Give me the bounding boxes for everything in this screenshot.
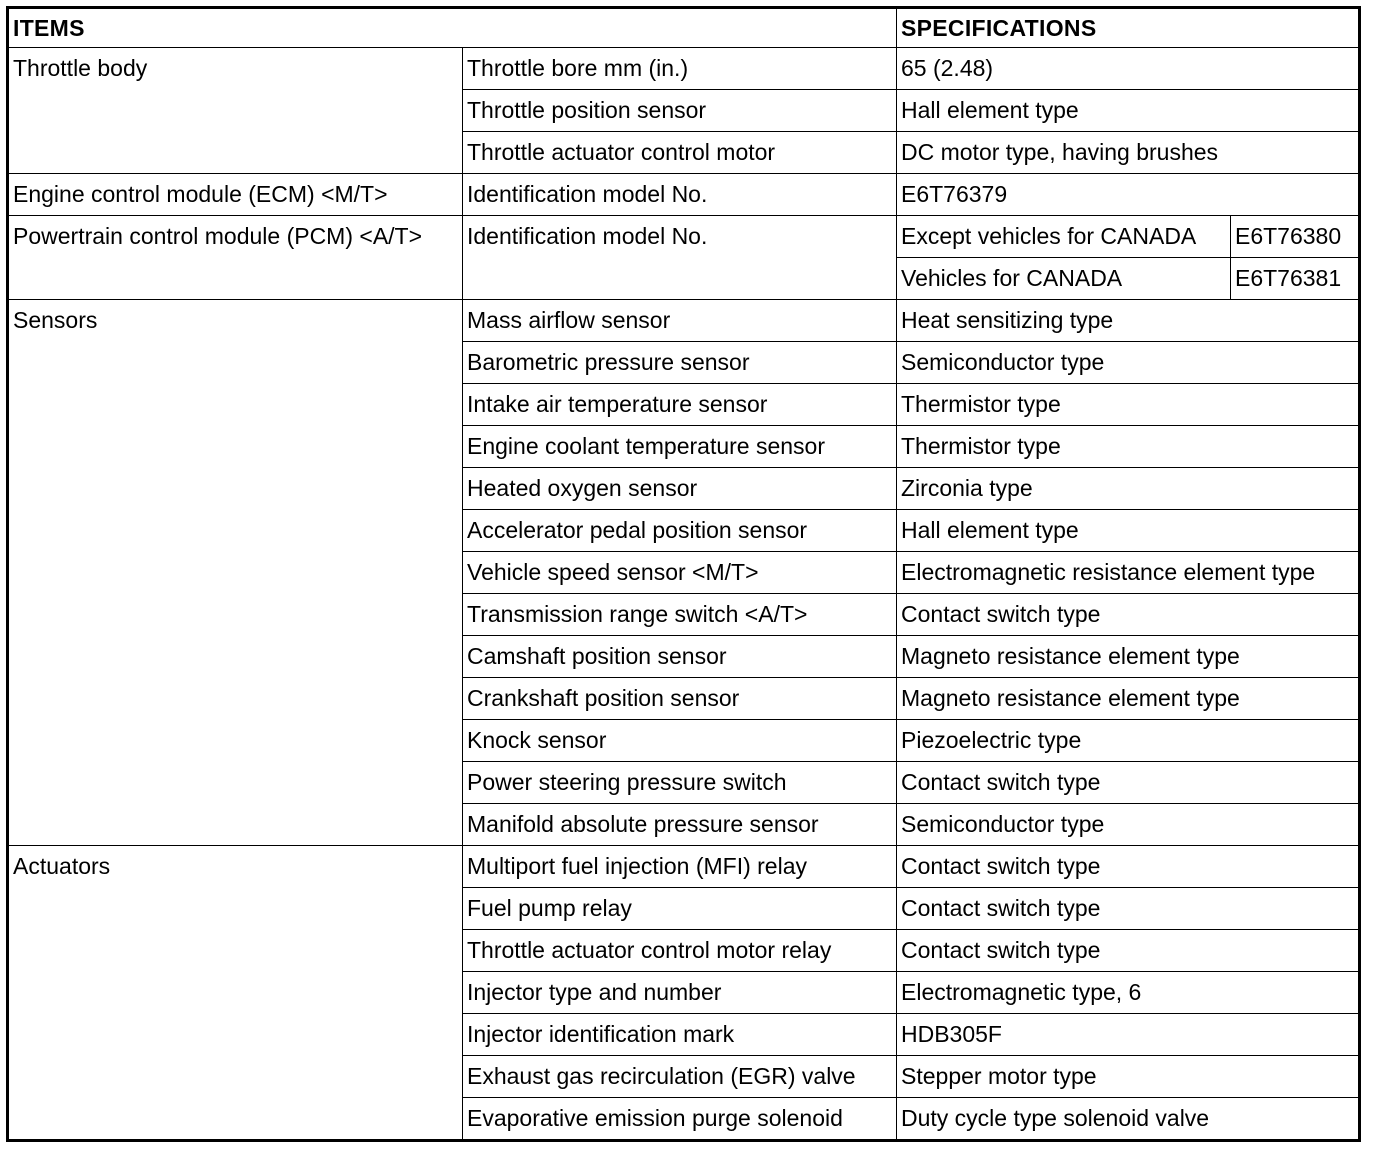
spec-cell: DC motor type, having brushes xyxy=(897,132,1360,174)
spec-cell: Electromagnetic type, 6 xyxy=(897,972,1360,1014)
spec-cell: Magneto resistance element type xyxy=(897,636,1360,678)
spec-cell: Contact switch type xyxy=(897,930,1360,972)
variant-label-cell: Vehicles for CANADA xyxy=(897,258,1231,300)
item-cell: Engine coolant temperature sensor xyxy=(463,426,897,468)
spec-cell: HDB305F xyxy=(897,1014,1360,1056)
group-cell: Engine control module (ECM) <M/T> xyxy=(8,174,463,216)
spec-cell: Thermistor type xyxy=(897,384,1360,426)
item-cell: Heated oxygen sensor xyxy=(463,468,897,510)
table-row xyxy=(8,216,1360,258)
item-cell: Camshaft position sensor xyxy=(463,636,897,678)
item-cell: Identification model No. xyxy=(463,174,897,216)
item-cell: Barometric pressure sensor xyxy=(463,342,897,384)
item-cell: Accelerator pedal position sensor xyxy=(463,510,897,552)
items-header: ITEMS xyxy=(8,8,897,48)
spec-cell: Semiconductor type xyxy=(897,804,1360,846)
spec-cell: Piezoelectric type xyxy=(897,720,1360,762)
item-cell: Throttle position sensor xyxy=(463,90,897,132)
spec-cell: Electromagnetic resistance element type xyxy=(897,552,1360,594)
spec-cell: Duty cycle type solenoid valve xyxy=(897,1098,1360,1141)
item-cell: Power steering pressure switch xyxy=(463,762,897,804)
spec-cell: Magneto resistance element type xyxy=(897,678,1360,720)
item-cell: Throttle actuator control motor xyxy=(463,132,897,174)
group-cell: Actuators xyxy=(8,846,463,1141)
item-cell: Transmission range switch <A/T> xyxy=(463,594,897,636)
item-cell: Multiport fuel injection (MFI) relay xyxy=(463,846,897,888)
item-cell: Fuel pump relay xyxy=(463,888,897,930)
spec-cell: Contact switch type xyxy=(897,594,1360,636)
spec-cell: Heat sensitizing type xyxy=(897,300,1360,342)
item-cell: Intake air temperature sensor xyxy=(463,384,897,426)
item-cell: Manifold absolute pressure sensor xyxy=(463,804,897,846)
item-cell: Exhaust gas recirculation (EGR) valve xyxy=(463,1056,897,1098)
table-row xyxy=(8,48,1360,90)
specifications-header: SPECIFICATIONS xyxy=(897,8,1360,48)
spec-cell: Hall element type xyxy=(897,90,1360,132)
table-row xyxy=(8,846,1360,888)
specifications-table xyxy=(6,6,1361,1142)
group-cell: Powertrain control module (PCM) <A/T> xyxy=(8,216,463,300)
spec-cell: 65 (2.48) xyxy=(897,48,1360,90)
spec-cell: Contact switch type xyxy=(897,888,1360,930)
item-cell: Throttle actuator control motor relay xyxy=(463,930,897,972)
item-cell: Identification model No. xyxy=(463,216,897,300)
item-cell: Evaporative emission purge solenoid xyxy=(463,1098,897,1141)
item-cell: Injector identification mark xyxy=(463,1014,897,1056)
variant-value-cell: E6T76381 xyxy=(1231,258,1360,300)
header-row xyxy=(8,8,1360,48)
item-cell: Vehicle speed sensor <M/T> xyxy=(463,552,897,594)
item-cell: Knock sensor xyxy=(463,720,897,762)
variant-value-cell: E6T76380 xyxy=(1231,216,1360,258)
item-cell: Mass airflow sensor xyxy=(463,300,897,342)
group-cell: Sensors xyxy=(8,300,463,846)
spec-cell: Contact switch type xyxy=(897,762,1360,804)
spec-cell: Stepper motor type xyxy=(897,1056,1360,1098)
item-cell: Crankshaft position sensor xyxy=(463,678,897,720)
spec-cell: Contact switch type xyxy=(897,846,1360,888)
spec-cell: Thermistor type xyxy=(897,426,1360,468)
group-cell: Throttle body xyxy=(8,48,463,174)
item-cell: Injector type and number xyxy=(463,972,897,1014)
spec-cell: Zirconia type xyxy=(897,468,1360,510)
spec-cell: E6T76379 xyxy=(897,174,1360,216)
table-row xyxy=(8,174,1360,216)
spec-cell: Semiconductor type xyxy=(897,342,1360,384)
table-row xyxy=(8,300,1360,342)
spec-cell: Hall element type xyxy=(897,510,1360,552)
item-cell: Throttle bore mm (in.) xyxy=(463,48,897,90)
variant-label-cell: Except vehicles for CANADA xyxy=(897,216,1231,258)
